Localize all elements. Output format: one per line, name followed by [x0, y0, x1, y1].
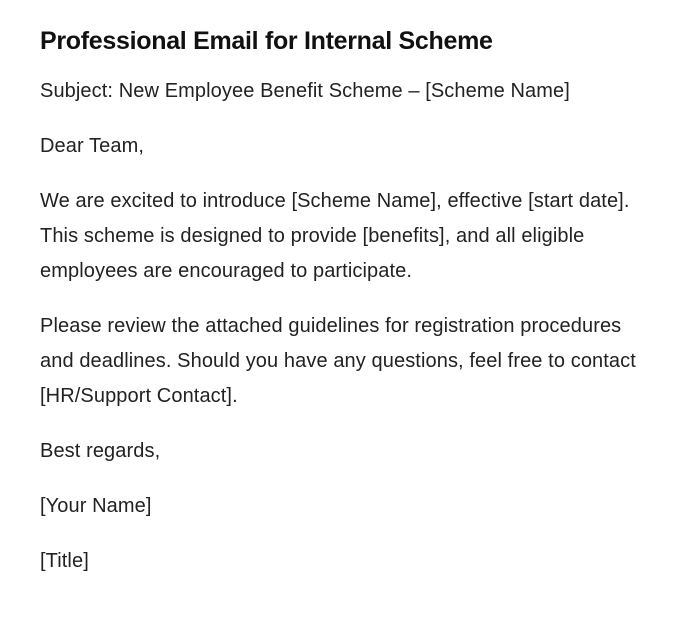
- email-sender-name: [Your Name]: [40, 495, 152, 517]
- email-sender-title: [Title]: [40, 550, 89, 572]
- email-subject: Subject: New Employee Benefit Scheme – [Scheme Name]: [40, 80, 570, 102]
- email-body-paragraph-1: We are excited to introduce [Scheme Name], effective [start date]. This scheme is designed to provide [benefits], and all eligible employees are encouraged to participate.: [40, 190, 630, 282]
- email-greeting: Dear Team,: [40, 135, 145, 157]
- email-closing: Best regards,: [40, 440, 161, 462]
- email-body-paragraph-2: Please review the attached guidelines for registration procedures and deadlines. Should you have any questions, feel free to contact [HR/Support Contact].: [40, 315, 636, 407]
- page-title: Professional Email for Internal Scheme: [40, 27, 493, 55]
